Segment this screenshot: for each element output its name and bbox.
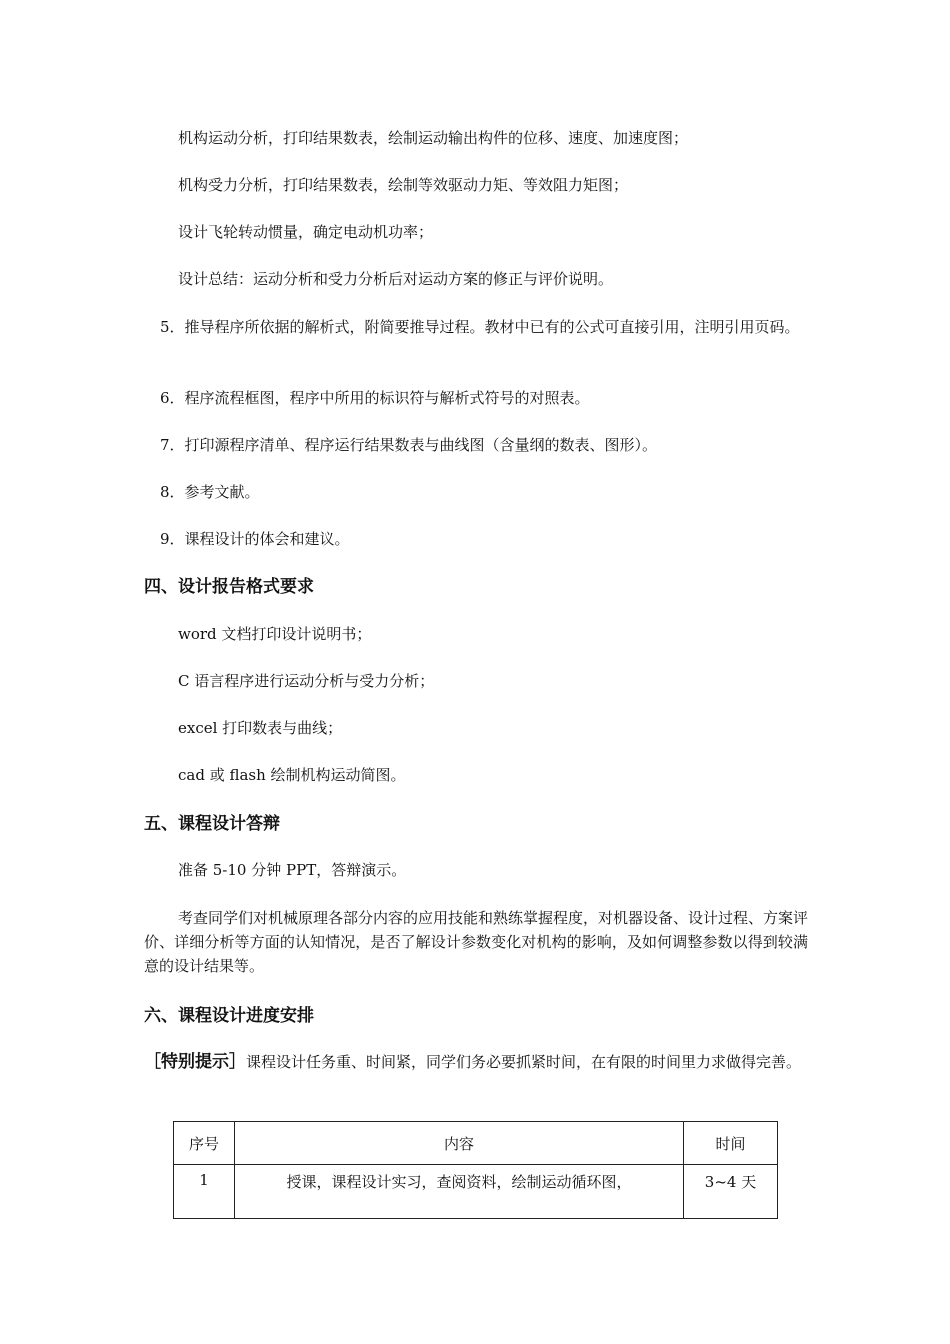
list-item-5: 5．推导程序所依据的解析式，附简要推导过程。教材中已有的公式可直接引用，注明引用页码。 — [160, 318, 800, 336]
notice-paragraph — [144, 1050, 808, 1074]
list-item: 机构运动分析，打印结果数表，绘制运动输出构件的位移、速度、加速度图； — [178, 129, 689, 147]
notice-text: 课程设计任务重、时间紧，同学们务必要抓紧时间，在有限的时间里力求做得完善。 — [246, 1053, 802, 1071]
list-item: 设计总结：运动分析和受力分析后对运动方案的修正与评价说明。 — [178, 270, 614, 288]
section-heading-6: 六、课程设计进度安排 — [144, 1006, 314, 1026]
list-item-8: 8．参考文献。 — [160, 483, 260, 501]
list-item-6: 6．程序流程框图，程序中所用的标识符与解析式符号的对照表。 — [160, 389, 590, 407]
list-item: 设计飞轮转动惯量，确定电动机功率； — [178, 223, 434, 241]
header-cell: 序号 — [174, 1122, 235, 1165]
table-cell: 3~4 天 — [684, 1165, 778, 1219]
table-cell: 授课，课程设计实习，查阅资料，绘制运动循环图， — [235, 1165, 684, 1219]
schedule-table — [173, 1121, 778, 1219]
table-header-row — [174, 1122, 778, 1165]
section-heading-5: 五、课程设计答辩 — [144, 814, 280, 834]
list-item: cad 或 flash 绘制机构运动简图。 — [178, 766, 406, 784]
defense-paragraph: 考查同学们对机械原理各部分内容的应用技能和熟练掌握程度，对机器设备、设计过程、方案评价、详细分析等方面的认知情况，是否了解设计参数变化对机构的影响，及如何调整参数以得到较满意的设计结果等。 — [144, 909, 809, 975]
header-cell: 内容 — [235, 1122, 684, 1165]
section-heading-4: 四、设计报告格式要求 — [144, 577, 314, 597]
list-item: excel 打印数表与曲线； — [178, 719, 343, 737]
notice-tag: ［特别提示］ — [144, 1052, 246, 1072]
list-item: word 文档打印设计说明书； — [178, 625, 372, 643]
header-cell: 时间 — [684, 1122, 778, 1165]
list-item-7: 7．打印源程序清单、程序运行结果数表与曲线图（含量纲的数表、图形）。 — [160, 436, 658, 454]
defense-line: 准备 5-10 分钟 PPT，答辩演示。 — [178, 861, 407, 879]
table-cell: 1 — [174, 1165, 235, 1219]
list-item-9: 9．课程设计的体会和建议。 — [160, 530, 350, 548]
list-item: 机构受力分析，打印结果数表，绘制等效驱动力矩、等效阻力矩图； — [178, 176, 629, 194]
list-item: C 语言程序进行运动分析与受力分析； — [178, 672, 435, 690]
table-row — [174, 1165, 778, 1219]
